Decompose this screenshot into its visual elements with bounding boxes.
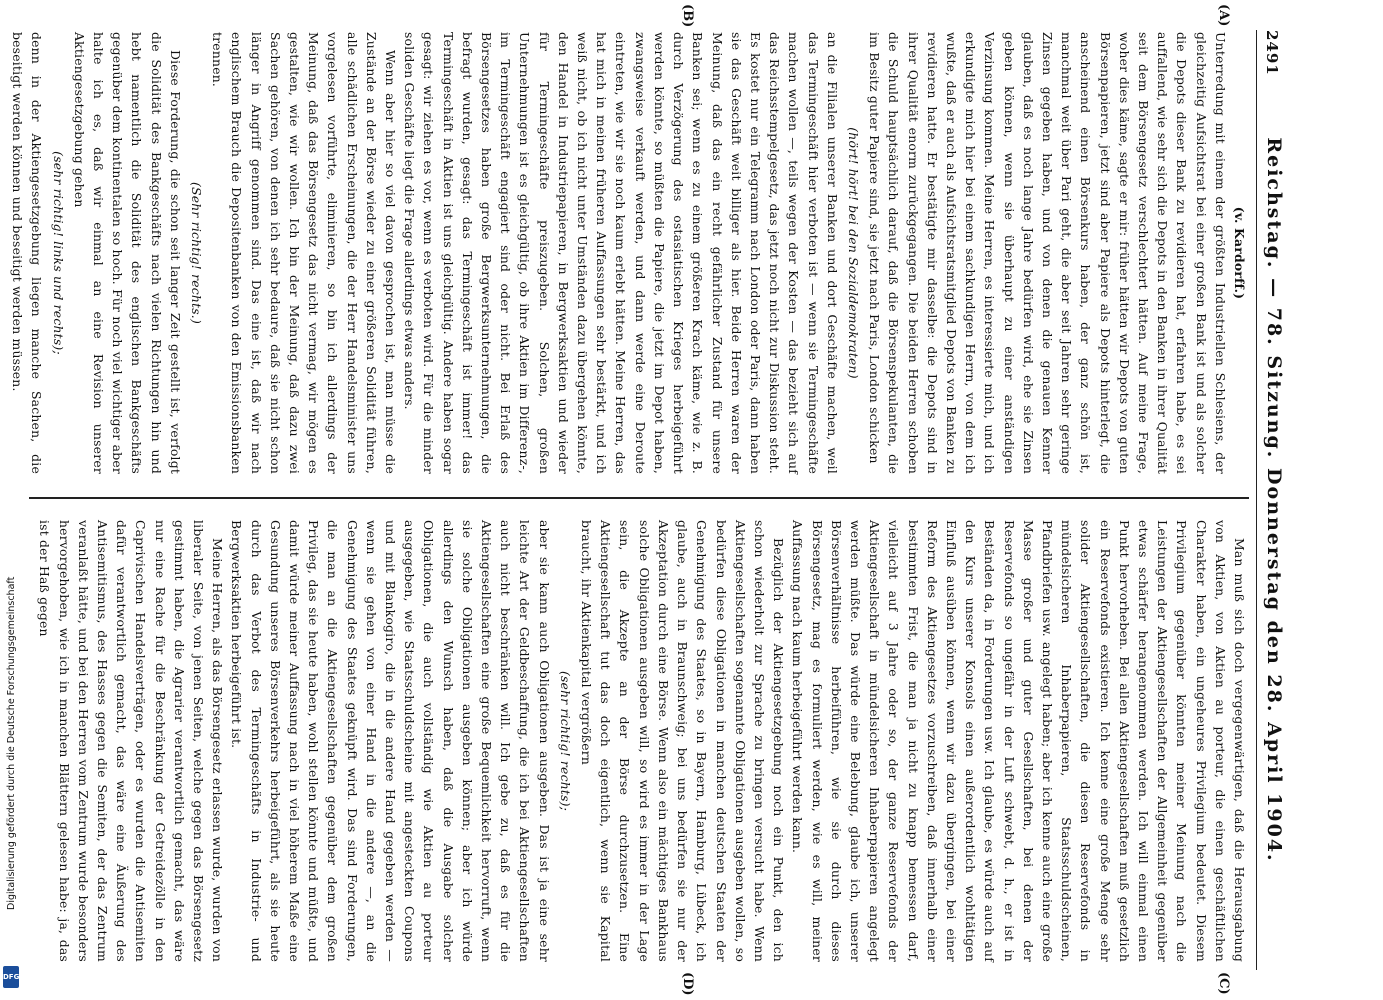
digitization-notice-text: Digitalisierung gefördert durch die Deutsche Forschungsgemeinschaft	[6, 576, 17, 910]
paragraph: Bezüglich der Aktiengesetzgebung noch ein Punkt, den ich schon wiederholt zur Sprache zu bringen versucht habe. Wenn Aktiengesellschaften sogenannte Obligationen ausgeben wollen, so bedürfen diese Obligationen in manchen deutschen Staaten der Genehmigung des Staates, so in Bayern, Hamburg, Lübeck, ich glaube, auch in Braunschweig; bei uns bedürfen sie nur der Akzeptation durch eine Börse. Wenn also ein mächtiges Bankhaus solche Obligationen ausgeben will, so wird es immer in der Lage sein, die Akzepte an der Börse durchzusetzen. Eine Aktiengesellschaft tut das doch eigentlich, wenn sie Kapital braucht, ihr Aktienkapital vergrößern	[579, 520, 787, 962]
paragraph: Unterredung mit einem der größten Industriellen Schlesiens, der gleichzeitig Aufsichtsrat bei einer großen Bank ist und als solcher die Depots dieser Bank zu revidieren hat, erfahren habe, es sei auffallend, wie sehr sich die Depots in den Banken in ihrer Qualität seit dem Börsengesetz verschlechtert hätten. Auf meine Frage, woher dies käme, sagte er mir: früher hätten wir Depots von guten Börsenpapieren, jetzt sind aber Papiere als Depots hinterlegt, die anscheinend einen Börsenkurs haben, der ganz schön ist, manchmal weit über Pari geht, die aber seit Jahren sehr geringe Zinsen gegeben haben, und von denen die genauen Kenner glauben, daß es noch lange Jahre bedürfen wird, ehe sie Zinsen geben können, wenn sie überhaupt zu einer anständigen Verzinsung kommen. Meine Herren, es interessierte mich, und ich erkundigte mich hier bei einem sachkundigen Herrn, von dem ich wußte, daß er auch als Aufsichtsratsmitglied Depots von Banken zu revidieren hatte. Er bestätigte mir dasselbe: die Depots sind in ihrer Qualität enorm zurückgegangen. Die beiden Herren schoben die Schuld hauptsächlich darauf, daß die Börsenspekulanten, die im Besitz guter Papiere sind, sie jetzt nach Paris, London schicken	[867, 32, 1228, 474]
left-column	[10, 32, 1249, 474]
dfg-logo: DFG	[3, 966, 19, 988]
interjection: (sehr richtig! links und rechts);	[50, 151, 66, 355]
paragraph: Meine Herren, als das Börsengesetz erlassen wurde, wurden von liberaler Seite, von jenen Seiten, welche gegen das Börsengesetz gestimmt haben, die Agrarier verantwortlich gemacht, das wäre nur eine Rache für die Beschränkung der Getreidezölle in den Caprivischen Handelsverträgen, oder es wurden die Antisemiten dafür verantwortlich gemacht, das wäre eine Äußerung des Antisemitismus, des Hasses gegen die Semiten, der das Zentrum veranlaßt hätte, und bei den Herren vom Zentrum wurde besonders hervorgehoben, wie ich in manchen Blättern gelesen habe: ja, das ist der Haß gegen	[37, 520, 226, 962]
paragraph: an die Filialen unserer Banken und dort Geschäfte machen, weil das Termingeschäft hier verboten ist — wenn sie Termingeschäfte machen wollen —, teils wegen der Kosten — das bezieht sich auf das Reichsstempelgesetz, das jetzt noch nicht zur Diskussion steht. Es kostet nur ein Telegramm nach London oder Paris, dann haben sie das Geschäft weit billiger als hier. Beide Herren waren der Meinung, daß das ein recht gefährlicher Zustand für unsere Banken sei; wenn es zu einem größeren Krach käme, wie z. B. durch Verzögerung des ostasiatischen Krieges herbeigeführt werden könnte, so müßten die Papiere, die jetzt im Depot haben, zwangsweise verkauft werden, und dann werde eine Deroute eintreten, wie wir sie noch kaum erlebt hätten. Meine Herren, das hat mich in meinen früheren Auffassungen sehr bestärkt, und ich weiß nicht, ob ich nicht unter Umständen dazu übergehen könnte, den Handel in Industriepapieren, in Bergwerksaktien und wieder für Termingeschäfte preiszugeben. Solchen, großen Unternehmungen ist es gleichgültig, ob ihre Aktien im Differenz-, im Termingeschäft engagiert sind oder nicht. Bei Erlaß des Börsengesetzes haben große Bergwerksunternehmungen, die befragt wurden, gesagt: das Termingeschäft ist immer! das Termingeschäft in Aktien ist uns gleichgültig. Andere haben sogar gesagt: wir ziehen es vor, wenn es verboten wird. Für die minder soliden Geschäfte liegt die Frage allerdings etwas anders.	[402, 32, 840, 474]
interjection: (hört! hört! bei den Sozialdemokraten)	[845, 127, 861, 379]
page-number: 2491	[1263, 30, 1281, 76]
column-divider	[29, 497, 1249, 499]
paragraph: aber sie kann auch Obligationen ausgeben. Das ist ja eine sehr leichte Art der Geldbeschaffung, die ich bei Aktiengesellschaften auch nicht beschränken will. Ich gebe zu, daß es für die Aktiengesellschaften eine große Bequemlichkeit hervorruft, wenn sie solche Obligationen ausgeben können; aber ich würde allerdings den Wunsch haben, daß die Ausgabe solcher Obligationen, die auch vollständig wie Aktien au porteur ausgegeben, wie Staatsschuldscheine mit angesteckten Coupons und mit Blankogiro, die in die andere Hand gegeben werden — wenn sie gehen von einer Hand in die andere —, an die Genehmigung des Staates geknüpft wird. Das sind Forderungen, die man an die Aktiengesellschaften gegenüber dem großen Privileg, das sie heute haben, wohl stellen könnte und müßte, und damit würde meiner Auffassung nach in viel höherem Maße eine Gesundung unseres Börsenverkehrs herbeigeführt, als sie heute durch das Verbot des Termingeschäfts in Industrie- und Bergwerksaktien herbeigeführt ist.	[229, 520, 552, 962]
paragraph: Wenn aber hier so viel davon gesprochen ist, man müsse die Zustände an der Börse wieder zu einer größeren Solidität führen, alle schädlichen Erscheinungen, die der Herr Handelsminister uns vorgelesen vorführte, eliminieren, so bin ich allerdings der Meinung, daß das Börsengesetz das nicht vermag, wir mögen es gestalten, wie wir wollen. Ich bin der Meinung, daß dazu zwei Sachen gehören, von denen ich sehr bedaure, daß sie nicht schon länger in Angriff genommen sind. Das eine ist, daß wir nach englischem Brauch die Depositenbanken von den Emissionsbanken trennen.	[210, 32, 399, 474]
digitization-notice	[6, 10, 20, 990]
margin-marker-d: (D)	[680, 972, 695, 996]
paragraph: Man muß sich doch vergegenwärtigen, daß die Herausgabung von Aktien, von Aktien au porteur, die einen geschäftlichen Charakter haben, ein ungeheures Privilegium bedeutet. Diesem Privilegium gegenüber könnten meiner Meinung nach die Leistungen der Aktiengesellschaften der Allgemeinheit gegenüber etwas schärfer herangenommen werden. Ich will einmal einen Punkt hervorheben. Bei allen Aktiengesellschaften muß gesetzlich ein Reservefonds existieren. Ich kenne eine große Menge sehr solider Aktiengesellschaften, die diesen Reservefonds in mündelsicheren Inhaberpapieren, Staatsschuldscheinen, Pfandbriefen usw. angelegt haben; aber ich kenne auch eine große Masse großer und guter Gesellschaften, bei denen der Reservefonds so ungefähr in der Luft schwebt, d. h., er ist in Beständen da, in Forderungen usw. Ich glaube, es würde auch auf den Kurs unserer Konsols einen außerordentlich wohltätigen Einfluß ausüben können, wenn wir dazu übergingen, bei einer Reform des Aktiengesetzes vorzuschreiben, daß innerhalb einer bestimmten Frist, die man ja nicht zu knapp bemessen darf, vielleicht auf 3 Jahre oder so, der ganze Reservefonds der Aktiengesellschaft in mündelsicheren Inhaberpapieren angelegt werden müßte. Das würde eine Belebung, glaube ich, unserer Börsenverhältnisse herbeiführen, wie sie durch dieses Börsengesetz, mag es formuliert werden, wie es will, meiner Auffassung nach kaum herbeigeführt werden kann.	[790, 520, 1247, 962]
margin-marker-a: (A)	[1216, 4, 1231, 27]
margin-marker-b: (B)	[680, 4, 695, 28]
paragraph: denn in der Aktiengesetzgebung liegen manche Sachen, die beseitigt werden können und beseitigt werden müssen.	[10, 32, 45, 474]
speaker-name: (v. Kardorff.)	[1232, 206, 1247, 300]
margin-marker-c: (C)	[1216, 972, 1231, 995]
page-title: Reichstag. — 78. Sitzung. Donnerstag den 28. April 1904.	[1263, 137, 1285, 863]
right-column	[29, 520, 1249, 962]
paragraph: Diese Forderung, die schon seit langer Zeit gestellt ist, verfolgt die Solidität des Bankgeschäfts nach vielen Richtungen hin und hebt namentlich die Solidität des englischen Bankgeschäfts gegenüber dem kontinentalen so hoch. Für noch viel wichtiger aber halte ich es, daß wir einmal an eine Revision unserer Aktiengesetzgebung gehen	[71, 32, 183, 474]
header-rule	[1256, 30, 1257, 970]
page-header	[1259, 30, 1289, 970]
interjection: (Sehr richtig! rechts.)	[189, 182, 205, 324]
interjection: (sehr richtig! rechts);	[557, 670, 573, 812]
